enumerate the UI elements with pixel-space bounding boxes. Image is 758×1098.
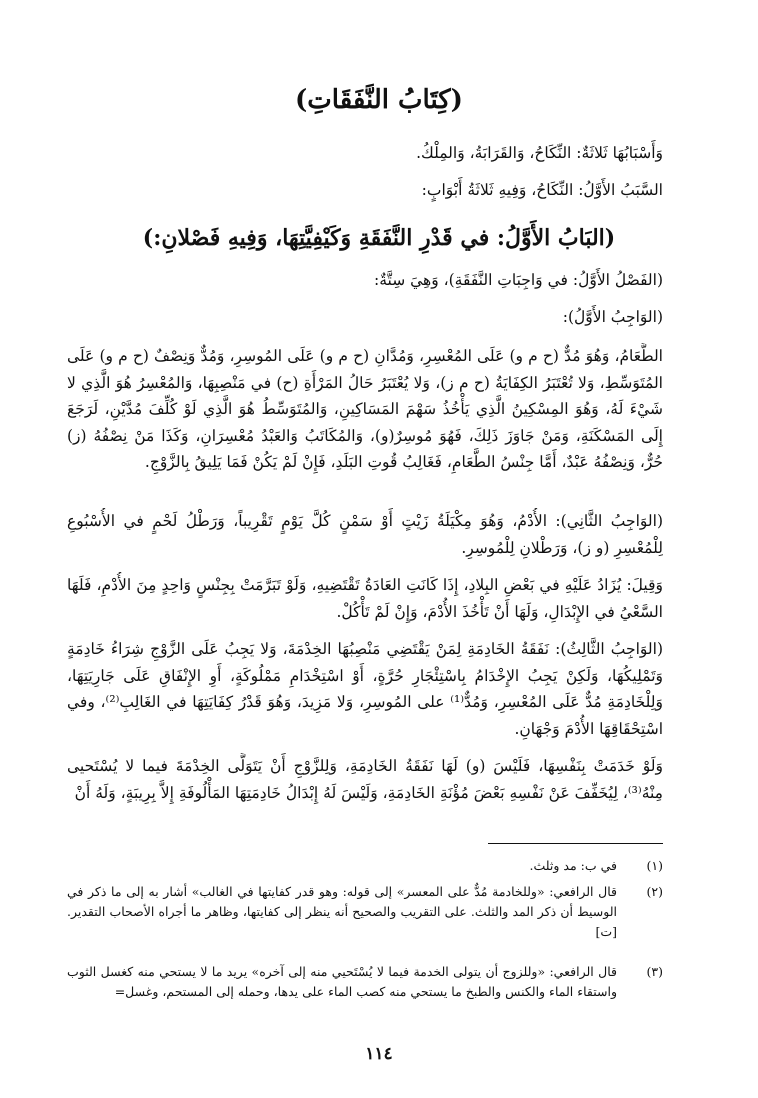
book-title: (كِتَابُ النَّفَقَاتِ) <box>295 85 463 115</box>
footnote-3 <box>67 962 663 1002</box>
footnote-number: (١) <box>646 858 663 873</box>
paragraph-third-duty: (الوَاجِبُ الثَّالِثُ): نَفَقَةُ الخَادِمَةِ لِمَنْ يَقْتَضِي مَنْصِبُهَا الخِدْمَةَ، وَلا يَجِبُ عَلَى الزَّوْجِ شِرَاءُ خَادِمَةٍ وَتَمْلِيكُهَا، وَلَكِنْ يَجِبُ الإِخْدَامُ بِاسْتِئْجَارِ حُرَّةٍ، أَوْ اسْتِخْدَامِ مَمْلُوكَةٍ، أَوِ الإِنْفَاقِ عَلَى جَارِيَتِهَا، وَلِلْخَادِمَةِ مُدٌّ عَلَى المُعْسِرِ، وَمُدٌّ⁽¹⁾ على المُوسِرِ، وَلا مَزِيدَ، وَهُوَ قَدْرُ كِفَايَتِهَا في الغَالِبِ⁽²⁾، وفي اسْتِحْقَاقِهَا الأُدْمَ وَجْهَانِ. <box>67 640 663 738</box>
footnote-text: قال الرافعي: «وللزوج أن يتولى الخدمة فيما لا يُسْتَحيي منه إلى آخره» يريد ما لا يستحي منه كغسل الثوب واستقاء الماء والكنس والطبخ ما يستحي منه كصب الماء على يدها، وحمله إلى المستحم، وغسل= <box>67 964 617 999</box>
causes-line: وَأَسْبَابُهَا ثَلاثَةٌ: النِّكَاحُ، وَالقَرَابَةُ، وَالمِلْكُ. <box>416 144 663 162</box>
first-cause-line: السَّبَبُ الأَوَّلُ: النِّكَاحُ، وَفِيهِ ثَلاثَةُ أَبْوَابٍ: <box>421 181 663 199</box>
footnote-number: (٢) <box>646 884 663 899</box>
footnote-2 <box>67 882 663 942</box>
chapter-heading: (البَابُ الأَوَّلُ: في قَدْرِ النَّفَقَةِ وَكَيْفِيَّتِهَا، وَفِيهِ فَصْلانِ:) <box>142 225 616 251</box>
footnote-text: قال الرافعي: «وللخادمة مُدٌّ على المعسر» إلى قوله: وهو قدر كفايتها في الغالب» أشار به إلى ما ذكر في الوسيط أن ذكر المد والثلث. على التقريب والصحيح أنه ينظر إلى كفايتها، وظاهر ما أجراه الأصحاب التقدير. [ت] <box>67 884 617 939</box>
section-heading: (الفَصْلُ الأَوَّلُ: في وَاجِبَاتِ النَّفَقَةِ)، وَهِيَ سِتَّةٌ: <box>374 271 663 289</box>
footnote-text: في ب: مد وثلث. <box>529 858 617 873</box>
paragraph-condiment-note: وَقِيلَ: يُزَادُ عَلَيْهِ في بَعْضِ البِلادِ، إِذَا كَانَتِ العَادَةُ تَقْتَضِيهِ، وَلَوْ تَبَرَّمَتْ بِجِنْسٍ وَاحِدٍ مِنَ الأُدْمِ، فَلَهَا السَّعْيُ في الإِبْدَالِ، وَلَهَا أَنْ تَأْخُذَ الأُدْمَ، وَإِنْ لَمْ تَأْكُلْ. <box>67 576 663 621</box>
footnote-number: (٣) <box>646 964 663 979</box>
paragraph-food: الطَّعَامُ، وَهُوَ مُدٌّ (ح م و) عَلَى المُعْسِرِ، وَمُدَّانِ (ح م و) عَلَى المُوسِرِ، وَمُدٌّ وَنِصْفٌ (ح م و) عَلَى المُتَوَسِّطِ، وَلا تُعْتَبَرُ الكِفَايَةُ (ح م ز)، وَلا يُعْتَبَرُ حَالُ المَرْأَةِ (ح) في مَنْصِبِهَا، وَالمُعْسِرُ هُوَ الَّذِي لا شَيْءَ لَهُ، وَهُوَ المِسْكِينُ الَّذِي يَأْخُذُ سَهْمَ المَسَاكِينِ، وَالمُتَوَسِّطُ هُوَ الَّذِي لَوْ كُلِّفَ مُدَّيْنِ، لَرَجَعَ إِلَى المَسْكَنَةِ، وَمَنْ جَاوَزَ ذَلِكَ، فَهُوَ مُوسِرٌ(و)، وَالمُكَاتَبُ وَالعَبْدُ مُعْسِرَانِ، وَكَذَا مَنْ نِصْفُهُ (ز) حُرٌّ، وَنِصْفُهُ عَبْدٌ، أَمَّا جِنْسُ الطَّعَامِ، فَغَالِبُ قُوتِ البَلَدِ، فَإِنْ لَمْ يَكُنْ فَمَا يَلِيقُ بِالزَّوْجِ. <box>67 347 663 472</box>
footnote-divider <box>488 843 663 844</box>
paragraph-self-service: وَلَوْ خَدَمَتْ بِنَفْسِهَا، فَلَيْسَ (و) لَهَا نَفَقَةُ الخَادِمَةِ، وَلِلزَّوْجِ أَنْ يَتَوَلَّى الخِدْمَةَ فيما لا يُسْتَحيى مِنْهُ⁽³⁾، لِيُخَفِّفَ عَنْ نَفْسِهِ بَعْضَ مُؤْنَةِ الخَادِمَةِ، وَلَيْسَ لَهُ إِبْدَالُ خَادِمَتِهَا المَأْلُوفَةِ إِلاَّ بِرِيبَةٍ، وَلَهُ أَنْ <box>67 757 663 802</box>
page-number: ١١٤ <box>365 1044 393 1064</box>
footnote-1 <box>67 856 663 876</box>
paragraph-second-duty: (الوَاجِبُ الثَّانِي): الأُدْمُ، وَهُوَ مِكْيَلَةُ زَيْتٍ أَوْ سَمْنٍ كُلَّ يَوْمٍ تَقْرِيباً، وَرَطْلُ لَحْمٍ في الأُسْبُوعِ لِلْمُعْسِرِ (و ز)، وَرَطْلانِ لِلْمُوسِرِ. <box>67 512 663 557</box>
first-duty-heading: (الوَاجِبُ الأَوَّلُ): <box>562 308 663 326</box>
